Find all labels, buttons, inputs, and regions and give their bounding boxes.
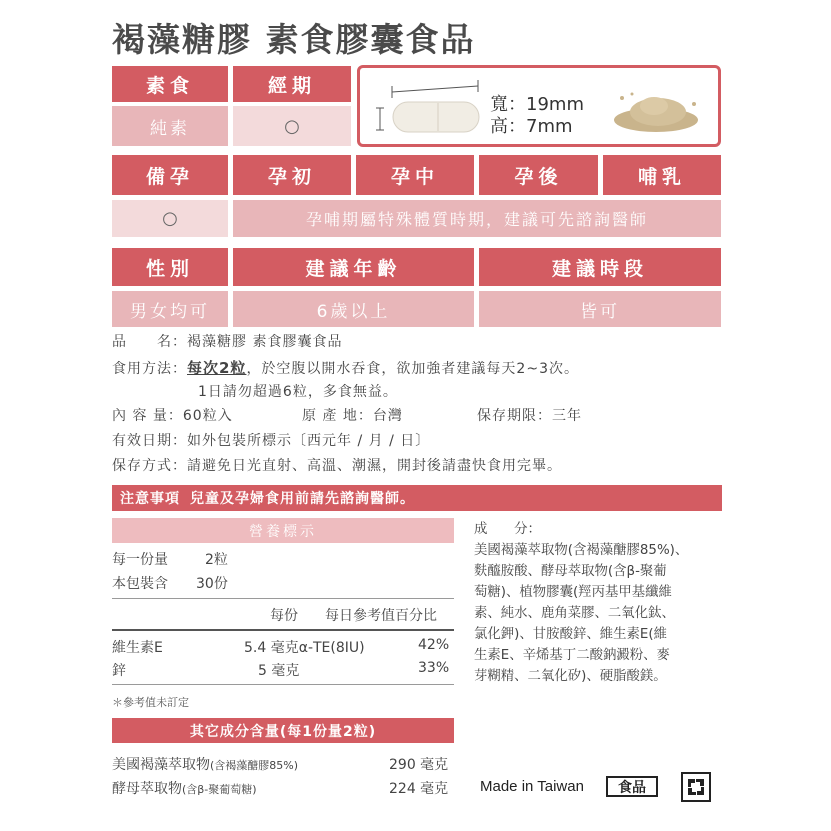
usage-line — [112, 357, 579, 378]
ingredients-line: 氯化鉀)、甘胺酸鋅、維生素E(維 — [474, 627, 667, 642]
capsule-icon — [366, 72, 500, 142]
value-age: 6歲以上 — [233, 291, 474, 327]
header-time: 建議時段 — [479, 248, 721, 286]
header-age: 建議年齡 — [233, 248, 474, 286]
divider — [112, 629, 454, 631]
value-period: ○ — [233, 106, 351, 146]
notice-label: 注意事項 — [120, 491, 180, 507]
nutrient-name: 鋅 — [112, 663, 126, 679]
shelf-life: 保存期限：三年 — [477, 408, 582, 424]
capsule-height: 高：7mm — [490, 116, 573, 137]
serving-size-label: 每一份量 — [112, 552, 168, 568]
made-in-taiwan: Made in Taiwan — [480, 778, 584, 795]
usage-limit: 1日請勿超過6粒，多食無益。 — [198, 384, 398, 400]
divider — [112, 684, 454, 685]
nutrient-name: 維生素E — [112, 640, 163, 656]
other-row — [112, 778, 257, 798]
recycle-icon — [681, 772, 711, 802]
ingredients-line: 麩醯胺酸、酵母萃取物(含β-聚葡 — [474, 564, 667, 579]
other-name: 酵母萃取物 — [112, 781, 182, 797]
col-per-serving: 每份 — [270, 608, 298, 624]
value-prepregnancy: ○ — [112, 200, 228, 237]
col-daily-value: 每日參考值百分比 — [325, 608, 437, 624]
origin: 原 產 地：台灣 — [302, 408, 403, 424]
ingredients-label: 成 分： — [474, 522, 541, 537]
storage-method: 保存方式：請避免日光直射、高溫、潮濕，開封後請盡快食用完畢。 — [112, 458, 562, 474]
ingredients-line: 萄糖)、植物膠囊(羥丙基甲基纖維 — [474, 585, 672, 600]
servings-per-pack-value: 30份 — [196, 576, 228, 592]
page-title: 褐藻糖膠 素食膠囊食品 — [112, 20, 476, 59]
other-amount: 290 毫克 — [389, 757, 449, 773]
ingredients-line: 生素E、辛烯基丁二酸鈉澱粉、麥 — [474, 648, 670, 663]
nutrient-amount: 5 毫克 — [258, 663, 300, 679]
other-name: 美國褐藻萃取物 — [112, 757, 210, 773]
notice-bar — [112, 485, 722, 511]
product-name-label: 品 名： — [112, 334, 187, 350]
header-period: 經期 — [233, 66, 351, 102]
capsule-size-box — [357, 65, 721, 147]
other-row — [112, 754, 298, 774]
powder-image — [608, 86, 708, 136]
nutrient-daily: 42% — [418, 637, 450, 653]
product-name-value: 褐藻糖膠 素食膠囊食品 — [187, 334, 343, 350]
other-note: (含褐藻醣膠85%) — [210, 759, 299, 772]
nutrient-daily: 33% — [418, 660, 450, 676]
usage-instructions: ，於空腹以開水吞食，欲加強者建議每天2~3次。 — [246, 361, 579, 377]
nutrient-amount: 5.4 毫克α-TE(8IU) — [244, 640, 365, 656]
header-gender: 性別 — [112, 248, 228, 286]
ingredients-line: 美國褐藻萃取物(含褐藻醣膠85%)、 — [474, 543, 689, 558]
usage-dose: 每次2粒 — [187, 359, 247, 377]
header-breastfeeding: 哺乳 — [603, 155, 721, 195]
ingredients-line: 素、純水、鹿角菜膠、二氧化鈦、 — [474, 606, 675, 621]
food-badge: 食品 — [606, 776, 658, 797]
serving-size-value: 2粒 — [205, 552, 228, 568]
other-content-title: 其它成分含量(每1份量2粒) — [112, 718, 454, 743]
value-gender: 男女均可 — [112, 291, 228, 327]
header-vegetarian: 素食 — [112, 66, 228, 102]
expiry-date: 有效日期：如外包裝所標示〔西元年 / 月 / 日〕 — [112, 433, 431, 449]
pregnancy-note: 孕哺期屬特殊體質時期，建議可先諮詢醫師 — [233, 200, 721, 237]
header-early-pregnancy: 孕初 — [233, 155, 351, 195]
other-amount: 224 毫克 — [389, 781, 449, 797]
other-note: (含β-聚葡萄糖) — [182, 783, 257, 796]
ingredients-list — [474, 540, 724, 687]
servings-per-pack-label: 本包裝含 — [112, 576, 168, 592]
notice-text: 兒童及孕婦食用前請先諮詢醫師。 — [190, 491, 415, 507]
value-time: 皆可 — [479, 291, 721, 327]
ingredients-line: 芽糊精、二氧化矽)、硬脂酸鎂。 — [474, 669, 667, 684]
footnote: ＊參考值未訂定 — [112, 696, 189, 709]
usage-label: 食用方法： — [112, 361, 187, 377]
header-prepregnancy: 備孕 — [112, 155, 228, 195]
header-mid-pregnancy: 孕中 — [356, 155, 474, 195]
divider — [112, 598, 454, 599]
nutrition-title: 營養標示 — [112, 518, 454, 543]
capsule-width: 寬：19mm — [490, 94, 584, 115]
header-late-pregnancy: 孕後 — [479, 155, 598, 195]
value-vegetarian: 純素 — [112, 106, 228, 146]
product-name-line — [112, 331, 342, 351]
content-amount: 內 容 量：60粒入 — [112, 408, 233, 424]
